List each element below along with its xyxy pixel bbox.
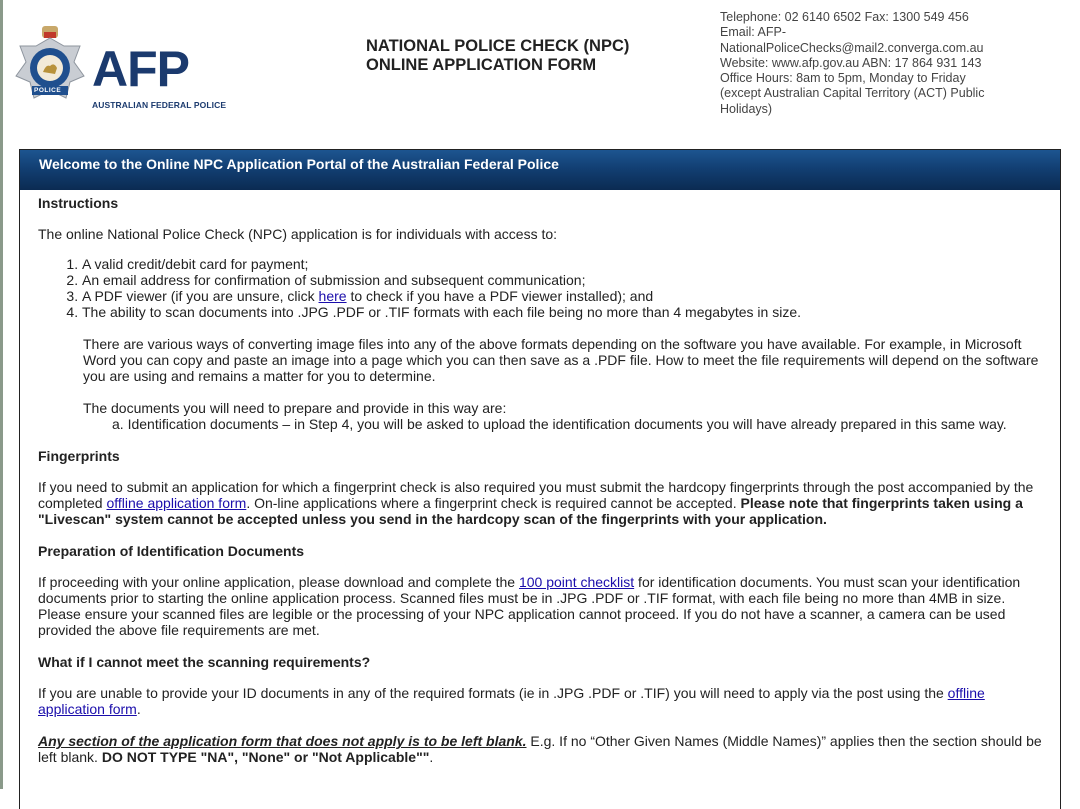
documents-intro: The documents you will need to prepare and provide in this way are: [83,400,507,416]
blank-section-emphasis: Any section of the application form that does not apply is to be left blank. [38,733,527,749]
requirement-item [82,288,1042,304]
fingerprints-text [38,479,1042,527]
instructions-intro: The online National Police Check (NPC) application is for individuals with access to: [38,226,558,242]
preparation-text-start: If proceeding with your online application, please download and complete the [38,574,519,590]
do-not-type-warning: DO NOT TYPE "NA", "None" or "Not Applicable"" [101,749,430,765]
fingerprints-text-start: If you need to submit an application for which a fingerprint check is also required you must submit the hardcopy fingerprints through the post accompanied by the completed [38,479,1034,511]
panel-title: Welcome to the Online NPC Application Portal of the Australian Federal Police [20,150,1060,190]
scanning-text-start: If you are unable to provide your ID documents in any of the required formats (ie in .JPG .PDF or .TIF) you will need to apply via the post using the [38,685,948,701]
blank-section-note [38,733,1042,765]
contact-website-abn: Website: www.afp.gov.au ABN: 17 864 931 143 [720,55,982,70]
offline-application-form-link[interactable]: offline application form [106,495,247,511]
afp-logo[interactable] [14,24,227,116]
contact-email-label: Email: AFP- [720,25,786,40]
converting-note: There are various ways of converting image files into any of the above formats depending on the software you have available. For example, in Microsoft Word you can copy and paste an image into a page which you can then save as a .PDF file. How to meet the file requirements will depend on the software you are using and remains a matter for you to determine. [83,336,1039,384]
pdf-viewer-check-link[interactable]: here [318,288,347,304]
badge-label: POLICE [34,87,62,94]
afp-full-name: AUSTRALIAN FEDERAL POLICE [92,100,227,110]
documents-item-a: a. Identification documents – in Step 4, you will be asked to upload the identification documents you will have already prepared in this same way. [112,416,1007,432]
requirement-text: A PDF viewer (if you are unsure, click [82,288,319,304]
scanning-heading: What if I cannot meet the scanning requirements? [38,654,371,670]
100-point-checklist-link[interactable]: 100 point checklist [518,574,635,590]
contact-email-address: NationalPoliceChecks@mail2.converga.com.au [720,40,984,55]
contact-phone-fax: Telephone: 02 6140 6502 Fax: 1300 549 456 [720,10,969,24]
page-header [0,0,1080,140]
welcome-panel [19,149,1061,809]
contact-hours-exception: (except Australian Capital Territory (ACT) Public [720,86,985,101]
requirements-list [38,256,1042,320]
offline-application-form-link-2[interactable]: offline application form [38,685,985,717]
contact-office-hours: Office Hours: 8am to 5pm, Monday to Friday [720,71,966,86]
contact-hours-exception-end: Holidays) [720,101,773,116]
page-title-line-2: ONLINE APPLICATION FORM [366,56,597,74]
instructions-heading: Instructions [38,195,119,211]
blank-section-text: E.g. If no “Other Given Names (Middle Names)” applies then the section should be left blank. [38,733,1042,765]
livescan-warning: Please note that fingerprints taken using a "Livescan" system cannot be accepted unless you send in the hardcopy scan of the fingerprints with your application. [38,495,1023,527]
preparation-heading: Preparation of Identification Documents [38,543,305,559]
blank-section-end: . [429,749,434,765]
requirement-item: 1. A valid credit/debit card for payment; [82,256,1042,272]
contact-info [720,10,1070,117]
police-badge-icon [14,24,86,114]
requirement-item: 4. The ability to scan documents into .JPG .PDF or .TIF formats with each file being no more than 4 megabytes in size. [82,304,1042,320]
fingerprints-text-middle: . On-line applications where a fingerprint check is required cannot be accepted. [246,495,741,511]
scanning-text-end: . [136,701,141,717]
requirement-text: to check if you have a PDF viewer installed); and [346,288,654,304]
scanning-text [38,685,1042,717]
requirement-item: 2. An email address for confirmation of submission and subsequent communication; [82,272,1042,288]
fingerprints-heading: Fingerprints [38,448,120,464]
panel-content [20,195,1060,765]
page-title [366,37,629,75]
preparation-text [38,574,1042,638]
page-title-line-1: NATIONAL POLICE CHECK (NPC) [366,37,630,55]
preparation-text-end: for identification documents. You must scan your identification documents prior to starting the online application process. Scanned files must be in .JPG .PDF or .TIF format, with each file being no more than 4MB in size. Please ensure your scanned files are legible or the processing of your NPC application cannot proceed. If you do not have a scanner, a camera can be used provided the above file requirements are met. [38,574,1021,638]
afp-acronym: AFP [92,41,189,97]
